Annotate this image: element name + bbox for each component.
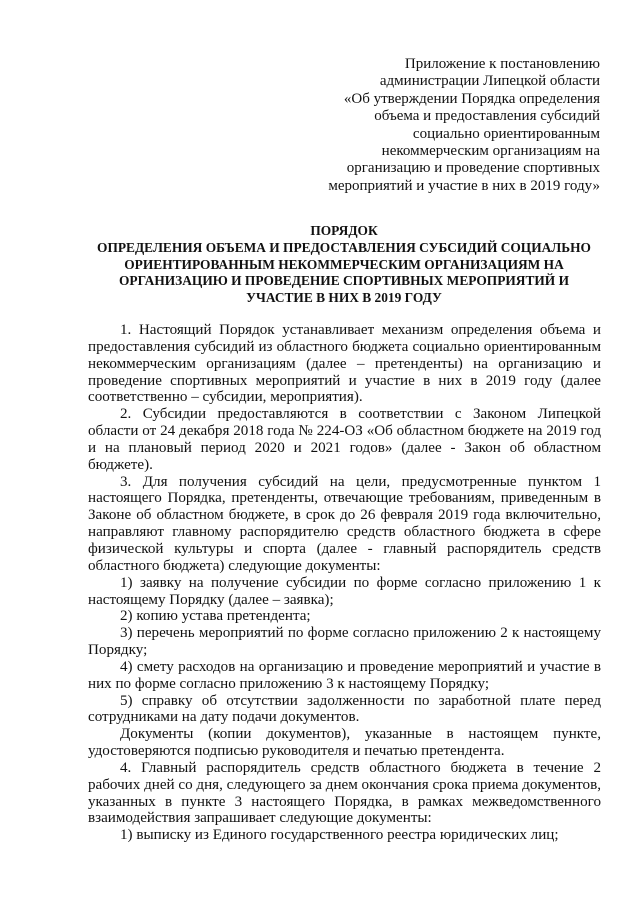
document-body: [88, 322, 601, 844]
list-item: 1) выписку из Единого государственного реестра юридических лиц;: [120, 827, 559, 844]
document-title: [88, 223, 600, 307]
paragraph-4: 4. Главный распорядитель средств областного бюджета в течение 2 рабочих дней со дня, следующего за днем окончания срока приема документов, указанных в пункте 3 настоящего Порядка, в рамках межведомственного взаимодействия запрашивает следующие документы:: [88, 759, 602, 827]
appendix-line: Приложение к постановлению: [404, 56, 600, 72]
list-item: 1) заявку на получение субсидии по форме согласно приложению 1 к настоящему Порядку (далее – заявка);: [88, 574, 601, 608]
paragraph-1: 1. Настоящий Порядок устанавливает механизм определения объема и предоставления субсидий из областного бюджета социально ориентированным некоммерческим организациям (далее – претенденты) на организацию и проведение спортивных мероприятий и участие в них в 2019 году (далее соответственно – субсидии, мероприятия).: [88, 322, 601, 406]
paragraph-note: Документы (копии документов), указанные в настоящем пункте, удостоверяются подписью руководителя и печатью претендента.: [88, 726, 601, 760]
appendix-header: [300, 56, 600, 195]
title-line: УЧАСТИЕ В НИХ В 2019 ГОДУ: [246, 290, 442, 306]
title-line: ОРИЕНТИРОВАННЫМ НЕКОММЕРЧЕСКИМ ОРГАНИЗАЦИЯМ НА: [124, 256, 564, 272]
appendix-line: мероприятий и участие в них в 2019 году»: [328, 177, 600, 194]
title-line: ПОРЯДОК: [310, 223, 378, 238]
list-item: 4) смету расходов на организацию и проведение мероприятий и участие в них по форме согласно приложению 3 к настоящему Порядку;: [88, 658, 601, 692]
appendix-line: «Об утверждении Порядка определения: [343, 90, 600, 107]
list-item: 5) справку об отсутствии задолженности по заработной плате перед сотрудниками на дату подачи документов.: [88, 692, 601, 726]
title-line: ОРГАНИЗАЦИЮ И ПРОВЕДЕНИЕ СПОРТИВНЫХ МЕРОПРИЯТИЙ И: [119, 273, 569, 289]
appendix-line: администрации Липецкой области: [379, 73, 600, 90]
paragraph-3: 3. Для получения субсидий на цели, предусмотренные пунктом 1 настоящего Порядка, претенденты, отвечающие требованиям, приведенным в Законе об областном бюджете, в срок до 26 февраля 2019 года включительно, направляют главному распорядителю средств областного бюджета в сфере физической культуры и спорта (далее - главный распорядитель средств областного бюджета) следующие документы:: [88, 473, 601, 574]
title-line: ОПРЕДЕЛЕНИЯ ОБЪЕМА И ПРЕДОСТАВЛЕНИЯ СУБСИДИЙ СОЦИАЛЬНО: [97, 239, 591, 255]
list-item: 2) копию устава претендента;: [120, 608, 311, 625]
list-item: 3) перечень мероприятий по форме согласно приложению 2 к настоящему Порядку;: [88, 625, 601, 659]
appendix-line: объема и предоставления субсидий: [374, 108, 600, 125]
appendix-line: организацию и проведение спортивных: [346, 160, 600, 177]
paragraph-2: 2. Субсидии предоставляются в соответствии с Законом Липецкой области от 24 декабря 2018 года № 224-ОЗ «Об областном бюджете на 2019 год и на плановый период 2020 и 2021 годов» (далее - Закон об областном бюджете).: [88, 406, 601, 473]
appendix-line: социально ориентированным: [412, 125, 600, 142]
appendix-line: некоммерческим организациям на: [381, 143, 600, 160]
